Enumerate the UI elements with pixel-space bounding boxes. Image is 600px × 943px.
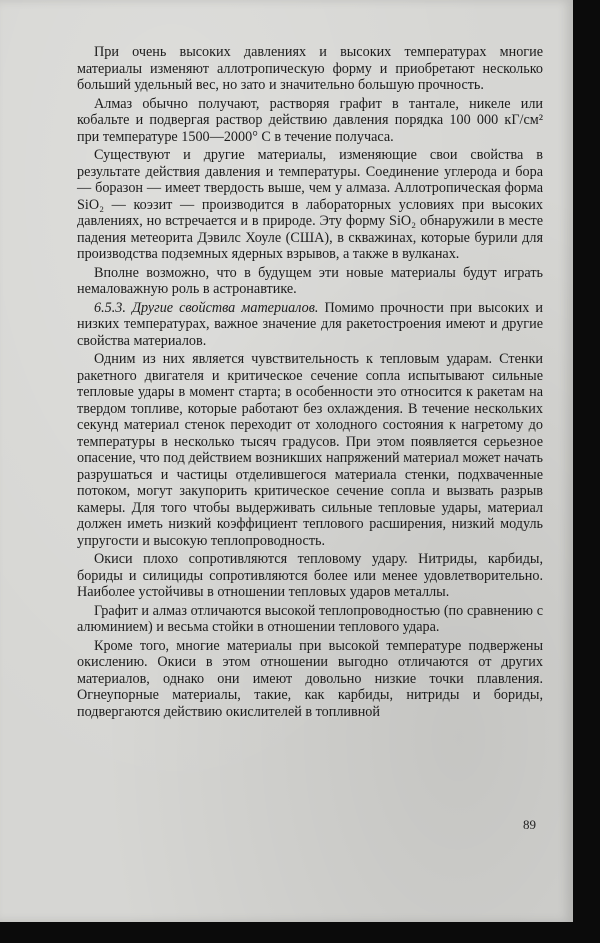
paragraph-5: Одним из них является чувствительность к тепловым ударам. Стенки ракетного двигателя и критическое сечение сопла испытывают сильные тепловые удары в момент старта; в особенности это относится к ракетам на твердом топливе, которые работают без охлаждения. В течение нескольких секунд материал стенок переходит от холодного состояния к нагретому до температуры в несколько тысяч градусов. При этом появляется серьезное опасение, что под действием возникших напряжений материал может начать разрушаться и частицы отделившегося материала стенки, подхваченные потоком, могут закупорить критическое сечение сопла и вызвать разрыв камеры. Для того чтобы выдерживать сильные тепловые удары, материал должен иметь низкий коэффициент теплового расширения, низкий модуль упругости и высокую теплопроводность. xyxy=(77,351,543,549)
paragraph-8: Кроме того, многие материалы при высокой температуре подвержены окислению. Окиси в этом отношении выгодно отличаются от других материалов, однако они имеют довольно низкие точки плавления. Огнеупорные материалы, такие, как карбиды, нитриды и бориды, подвергаются действию окислителей в топливной xyxy=(77,637,543,720)
paragraph-3: Существуют и другие материалы, изменяющие свои свойства в результате действия давления и температуры. Соединение углерода и бора — боразон — имеет твердость выше, чем у алмаза. Аллотропическая форма SiO₂ — коэзит — производится в лабораторных условиях при высоких давлениях, но встречается и в природе. Эту форму SiO₂ обнаружили в месте падения метеорита Дэвилс Хоуле (США), в скважинах, которые бурили для производства подземных ядерных взрывов, а также в вулканах. xyxy=(77,147,543,262)
paragraph-1: При очень высоких давлениях и высоких температурах многие материалы изменяют аллотропическую форму и приобретают несколько больший удельный вес, но зато и значительно большую прочность. xyxy=(77,44,543,93)
paragraph-7: Графит и алмаз отличаются высокой теплопроводностью (по сравнению с алюминием) и весьма стойки в отношении теплового удара. xyxy=(77,602,543,635)
body-text xyxy=(77,44,543,722)
page-number: 89 xyxy=(523,817,536,832)
section-heading: 6.5.3. Другие свойства материалов. xyxy=(94,299,319,316)
paragraph-4: Вполне возможно, что в будущем эти новые материалы будут играть немаловажную роль в астронавтике. xyxy=(77,264,543,297)
paragraph-6: Окиси плохо сопротивляются тепловому удару. Нитриды, карбиды, бориды и силициды сопротивляются более или менее удовлетворительно. Наиболее устойчивы в отношении тепловых ударов металлы. xyxy=(77,551,543,600)
paragraph-2: Алмаз обычно получают, растворяя графит в тантале, никеле или кобальте и подвергая раствор действию давления порядка 100 000 кГ/см² при температуре 1500—2000° С в течение получаса. xyxy=(77,95,543,145)
section-text: Помимо прочности при высоких и низких температурах, важное значение для ракетостроения имеют и другие свойства материалов. xyxy=(77,299,543,349)
section-paragraph xyxy=(77,300,543,350)
